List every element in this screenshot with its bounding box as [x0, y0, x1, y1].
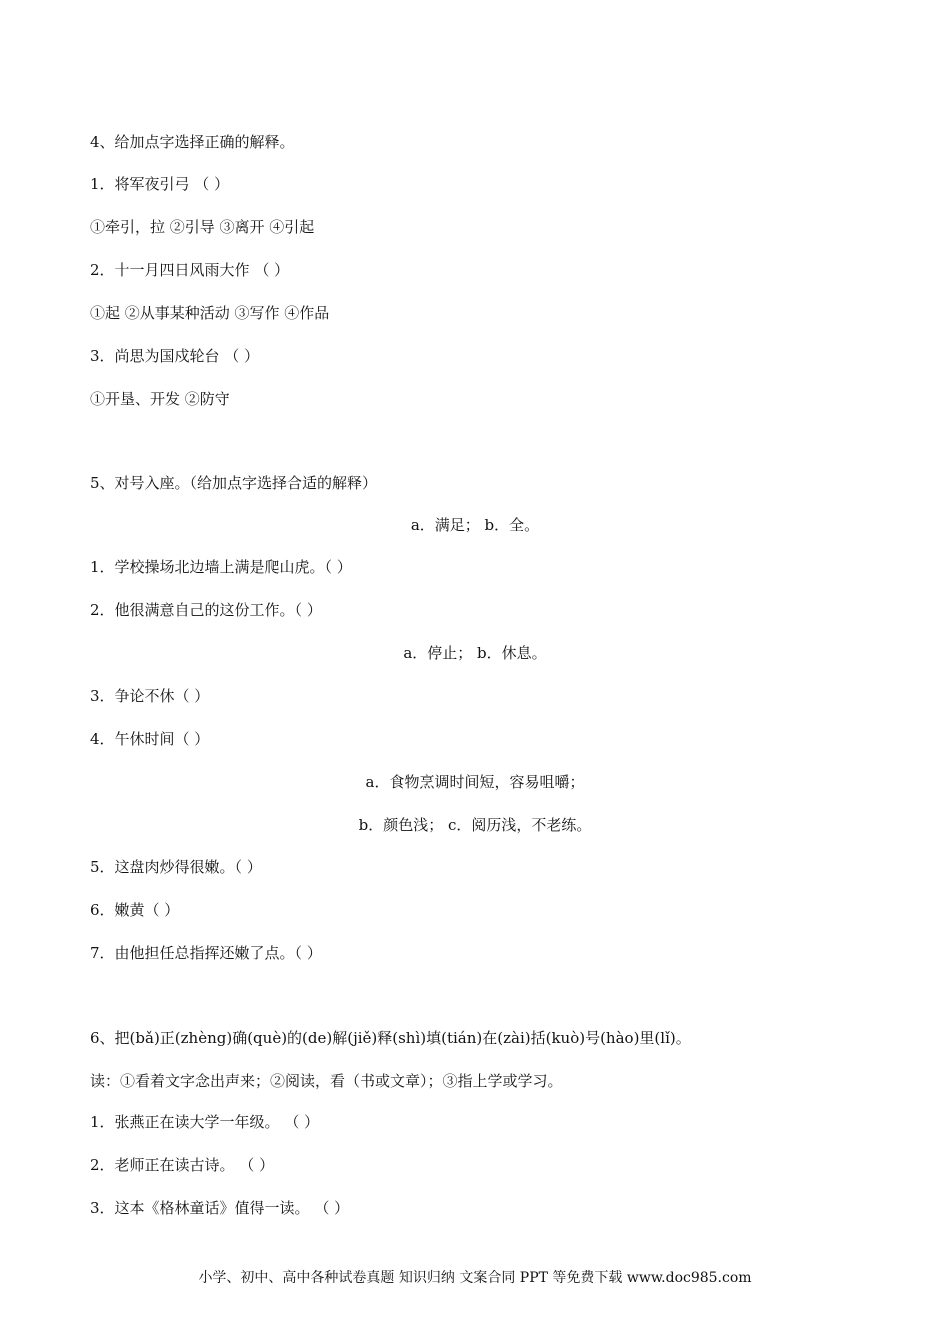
q5-item-6: 6．嫩黄（ ） — [90, 901, 180, 919]
q5-item-2: 2．他很满意自己的这份工作。（ ） — [90, 601, 322, 619]
q5-item-3: 3．争论不休（ ） — [90, 687, 210, 705]
q4-title: 4、给加点字选择正确的解释。 — [90, 133, 295, 151]
q5-item-5: 5．这盘肉炒得很嫩。（ ） — [90, 858, 262, 876]
page-footer: 小学、初中、高中各种试卷真题 知识归纳 文案合同 PPT 等免费下载 www.doc985.com — [198, 1270, 752, 1286]
q5-group2-options: a．停止； b．休息。 — [403, 644, 547, 662]
q4-options-2: ①起 ②从事某种活动 ③写作 ④作品 — [90, 304, 330, 322]
q4-options-1: ①牵引，拉 ②引导 ③离开 ④引起 — [90, 218, 315, 236]
q6-item-2: 2．老师正在读古诗。 （ ） — [90, 1156, 275, 1174]
q4-item-2: 2．十一月四日风雨大作 （ ） — [90, 261, 290, 279]
q6-definition: 读：①看着文字念出声来；②阅读，看（书或文章）；③指上学或学习。 — [90, 1072, 563, 1090]
q5-group3-options-line2: b．颜色浅； c．阅历浅，不老练。 — [358, 816, 592, 834]
q5-title: 5、对号入座。（给加点字选择合适的解释） — [90, 474, 378, 492]
q4-options-3: ①开垦、开发 ②防守 — [90, 390, 230, 408]
q6-item-3: 3．这本《格林童话》值得一读。 （ ） — [90, 1199, 350, 1217]
q6-item-1: 1．张燕正在读大学一年级。 （ ） — [90, 1113, 320, 1131]
q5-group3-options-line1: a．食物烹调时间短，容易咀嚼； — [365, 773, 585, 791]
q4-item-3: 3．尚思为国戍轮台 （ ） — [90, 347, 260, 365]
q5-item-1: 1．学校操场北边墙上满是爬山虎。（ ） — [90, 558, 352, 576]
q5-group1-options: a．满足； b．全。 — [410, 516, 540, 534]
q6-title: 6、把(bǎ)正(zhèng)确(què)的(de)解(jiě)释(shì)填(tián)在(zài)括(kuò)号(hào)里(lǐ)。 — [90, 1029, 691, 1047]
q5-item-4: 4．午休时间（ ） — [90, 730, 210, 748]
q5-item-7: 7．由他担任总指挥还嫩了点。（ ） — [90, 944, 322, 962]
q4-item-1: 1．将军夜引弓 （ ） — [90, 175, 230, 193]
